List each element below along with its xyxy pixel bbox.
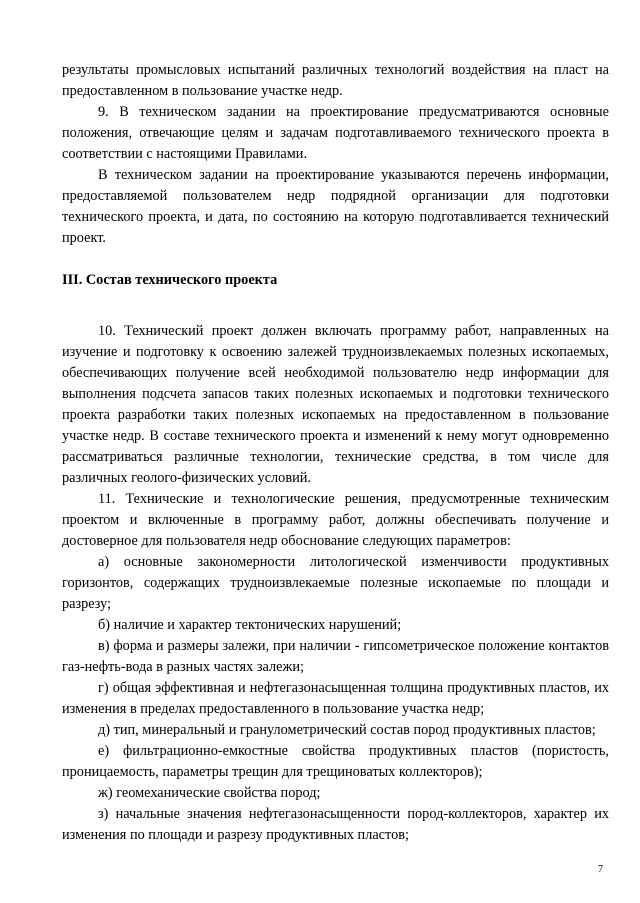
page-number: 7 (598, 864, 603, 875)
list-item-b: б) наличие и характер тектонических нарушений; (98, 617, 402, 633)
list-item-z: з) начальные значения нефтегазонасыщенности пород-коллекторов, характер их изменения по площади и разрезу продуктивных пластов; (62, 806, 609, 843)
paragraph-10: 10. Технический проект должен включать программу работ, направленных на изучение и подготовку к освоению залежей трудноизвлекаемых полезных ископаемых, обеспечивающих получение всей необходимой пользователю недр информации для выполнения подсчета запасов таких полезных ископаемых и подготовки технического проекта разработки таких полезных ископаемых на предоставленном в пользование участке недр. В составе технического проекта и изменений к нему могут одновременно рассматриваться различные технологии, технические средства, в том числе для различных геолого-физических условий. (62, 323, 609, 486)
list-item-v: в) форма и размеры залежи, при наличии - гипсометрическое положение контактов газ-нефть-вода в разных частях залежи; (62, 638, 609, 675)
list-item-d: д) тип, минеральный и гранулометрический состав пород продуктивных пластов; (98, 722, 596, 738)
section-heading: III. Состав технического проекта (62, 272, 278, 288)
paragraph-9: 9. В техническом задании на проектирование предусматриваются основные положения, отвечающие целям и задачам подготавливаемого технического проекта в соответствии с настоящими Правилами. (62, 104, 609, 162)
paragraph-11: 11. Технические и технологические решения, предусмотренные техническим проектом и включенные в программу работ, должны обеспечивать получение и достоверное для пользователя недр обоснование следующих параметров: (62, 491, 609, 549)
list-item-g: г) общая эффективная и нефтегазонасыщенная толщина продуктивных пластов, их изменения в пределах предоставленного в пользование участка недр; (62, 680, 609, 717)
list-item-e: е) фильтрационно-емкостные свойства продуктивных пластов (пористость, проницаемость, параметры трещин для трещиноватых коллекторов); (62, 743, 609, 780)
paragraph-continuation: результаты промысловых испытаний различных технологий воздействия на пласт на предоставленном в пользование участке недр. (62, 62, 609, 99)
list-item-a: а) основные закономерности литологической изменчивости продуктивных горизонтов, содержащих трудноизвлекаемые полезные ископаемые по площади и разрезу; (62, 554, 609, 612)
paragraph-task-info: В техническом задании на проектирование указываются перечень информации, предоставляемой пользователем недр подрядной организации для подготовки технического проекта, и дата, по состоянию на которую подготавливается технический проект. (62, 167, 609, 246)
document-body (62, 60, 609, 846)
list-item-zh: ж) геомеханические свойства пород; (98, 785, 321, 801)
